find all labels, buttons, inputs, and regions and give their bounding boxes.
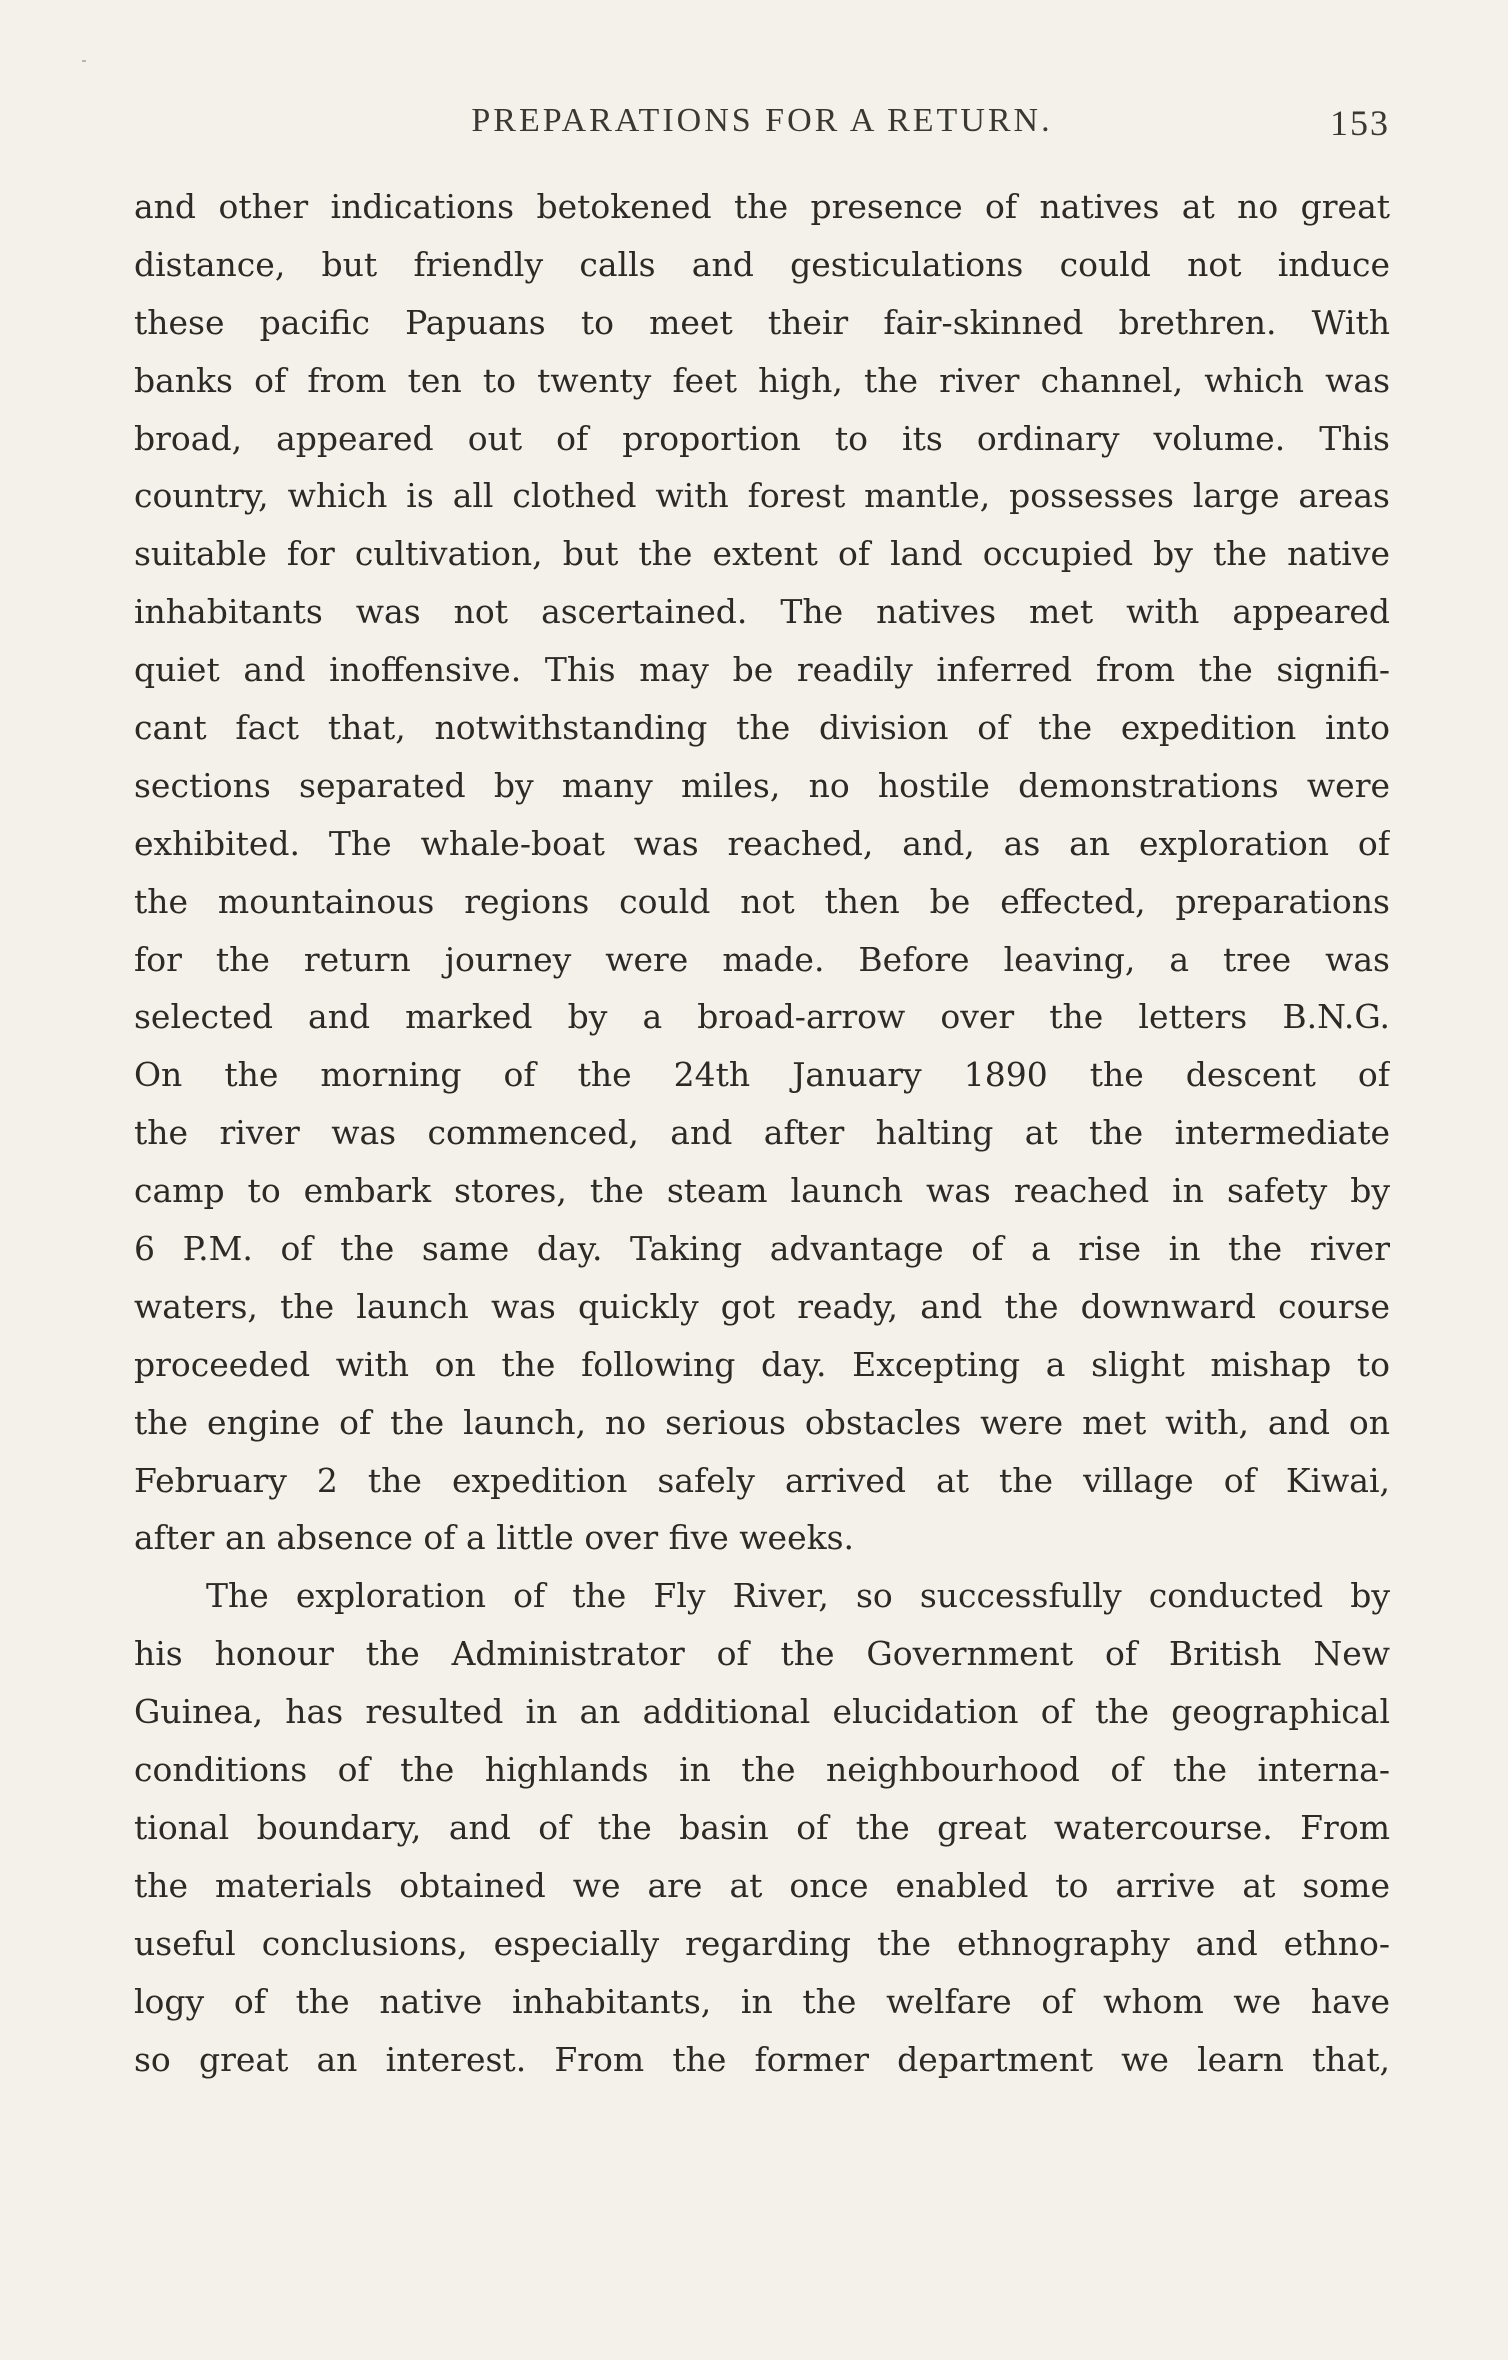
text-line: for the return journey were made. Before leaving, a tree was [134, 939, 1390, 979]
text-line: useful conclusions, especially regarding the ethnography and ethno- [134, 1923, 1390, 1963]
text-line: banks of from ten to twenty feet high, the river channel, which was [134, 360, 1390, 400]
text-line: On the morning of the 24th January 1890 the descent of [134, 1055, 1390, 1095]
text-line: logy of the native inhabitants, in the welfare of whom we have [134, 1981, 1390, 2021]
text-line: quiet and inoffensive. This may be readily inferred from the signifi- [134, 650, 1390, 690]
text-line: conditions of the highlands in the neighbourhood of the interna- [134, 1750, 1390, 1790]
paper-speck [82, 60, 86, 62]
text-line: 6 P.M. of the same day. Taking advantage of a rise in the river [134, 1229, 1390, 1269]
text-line: and other indications betokened the presence of natives at no great [134, 187, 1390, 226]
text-line: selected and marked by a broad-arrow over the letters B.N.G. [134, 997, 1390, 1037]
running-title: PREPARATIONS FOR A RETURN. [471, 102, 1053, 139]
paragraph-1 [134, 178, 1390, 1567]
text-line: broad, appeared out of proportion to its ordinary volume. This [134, 418, 1390, 458]
text-line: distance, but friendly calls and gesticulations could not induce [134, 244, 1390, 284]
text-line: waters, the launch was quickly got ready, and the downward course [134, 1286, 1390, 1326]
text-line: the materials obtained we are at once enabled to arrive at some [134, 1865, 1390, 1905]
text-line: the river was commenced, and after halting at the intermediate [134, 1113, 1390, 1153]
text-line: country, which is all clothed with forest mantle, possesses large areas [134, 476, 1390, 516]
text-line: exhibited. The whale-boat was reached, and, as an exploration of [134, 823, 1390, 863]
text-line: these pacific Papuans to meet their fair-skinned brethren. With [134, 302, 1390, 342]
text-line: cant fact that, notwithstanding the division of the expedition into [134, 708, 1390, 748]
text-line: sections separated by many miles, no hostile demonstrations were [134, 765, 1390, 805]
paragraph-2 [134, 1567, 1390, 2088]
text-line: inhabitants was not ascertained. The natives met with appeared [134, 592, 1390, 632]
text-line: after an absence of a little over five weeks. [134, 1518, 855, 1558]
text-line: proceeded with on the following day. Excepting a slight mishap to [134, 1344, 1390, 1384]
text-line: Guinea, has resulted in an additional elucidation of the geographical [134, 1692, 1390, 1732]
text-line: The exploration of the Fly River, so successfully conducted by [206, 1576, 1390, 1616]
body-text [134, 178, 1390, 2088]
page-number: 153 [1330, 103, 1390, 143]
text-line: February 2 the expedition safely arrived at the village of Kiwai, [134, 1460, 1390, 1500]
text-line: tional boundary, and of the basin of the great watercourse. From [134, 1807, 1390, 1847]
running-head [134, 96, 1390, 146]
text-line: the mountainous regions could not then be effected, preparations [134, 881, 1390, 921]
text-line: so great an interest. From the former department we learn that, [134, 2039, 1390, 2079]
text-line: the engine of the launch, no serious obstacles were met with, and on [134, 1402, 1390, 1442]
text-line: camp to embark stores, the steam launch was reached in safety by [134, 1171, 1390, 1211]
text-line: suitable for cultivation, but the extent of land occupied by the native [134, 534, 1390, 574]
text-line: his honour the Administrator of the Government of British New [134, 1634, 1390, 1674]
